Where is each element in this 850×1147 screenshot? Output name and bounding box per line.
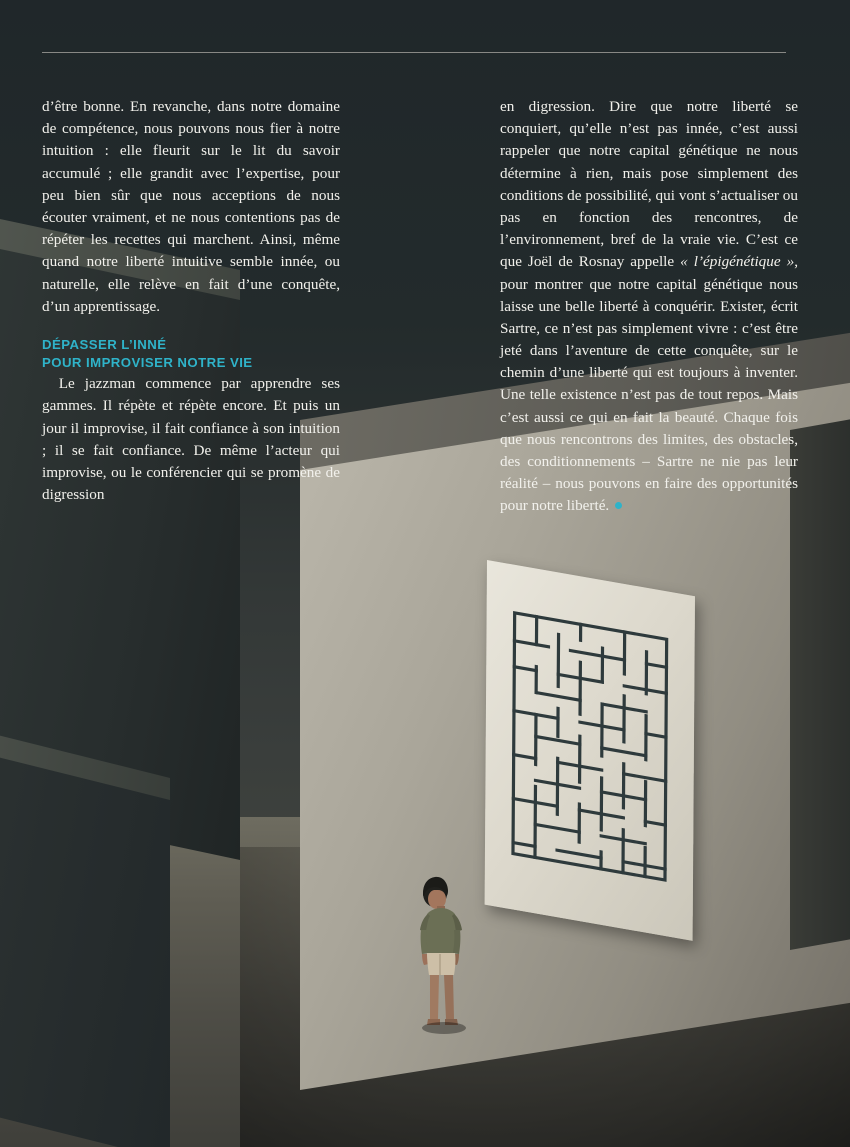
paragraph-right-1-part-2: , pour montrer que notre capital génétique nous laisse une belle liberté à conquérir. Exister, écrit Sartre, ce n’est pas simplement vivre : c’est être jeté dans l’aventure de cette conquête, sur le chemin d’une liberté qui est toujours à inventer. Une telle existence n’est pas de tout repos. Mais c’est aussi ce qui en fait la beauté. Chaque fois que nous rencontrons des limites, des obstacles, des conditionnements – Sartre ne nie pas leur réalité – nous pouvons en faire des opportunités pour notre liberté. [500,253,798,515]
paragraph-left-1: d’être bonne. En revanche, dans notre domaine de compétence, nous pouvons nous fier à notre intuition : elle fleurit sur le lit du savoir accumulé ; elle grandit avec l’expertise, pour peu bien sûr que nous acceptions de nous écouter vraiment, et ne nous contentions pas de répéter les recettes qui marchent. Ainsi, même quand notre liberté intuitive semble innée, ou naturelle, elle relève en fait d’une conquête, d’un apprentissage. [42,98,340,315]
end-of-article-mark [615,502,622,509]
maze-poster [485,560,695,941]
child-figure [408,868,480,1068]
paragraph-right-1 [500,96,798,518]
foreground-dark-wall [0,753,170,1147]
top-rule [42,52,786,53]
paragraph-left-2: Le jazzman commence par apprendre ses gammes. Il répète et répète encore. Et puis un jour il improvise, il fait confiance à son intuition ; il se fait confiance. De même l’acteur qui improvise, ou le conférencier qui se promène de digression [42,375,340,504]
subhead-line-1: DÉPASSER L’INNÉ [42,336,167,352]
maze-icon [511,610,669,882]
article-text [0,0,850,520]
quoted-term-epigenetique: « l’épigénétique » [680,253,795,271]
text-column-right [500,96,798,518]
subhead [42,336,340,371]
subhead-line-2: POUR IMPROVISER NOTRE VIE [42,354,253,370]
text-column-left [42,96,340,506]
paragraph-right-1-part-1: en digression. Dire que notre liberté se conquiert, qu’elle n’est pas innée, c’est aussi rappeler que notre capital génétique ne nous détermine à rien, mais pose simplement des conditions de possibilité, qui vont s’actualiser ou pas en fonction des rencontres, de l’environnement, bref de la vraie vie. C’est ce que Joël de Rosnay appelle [500,98,798,271]
